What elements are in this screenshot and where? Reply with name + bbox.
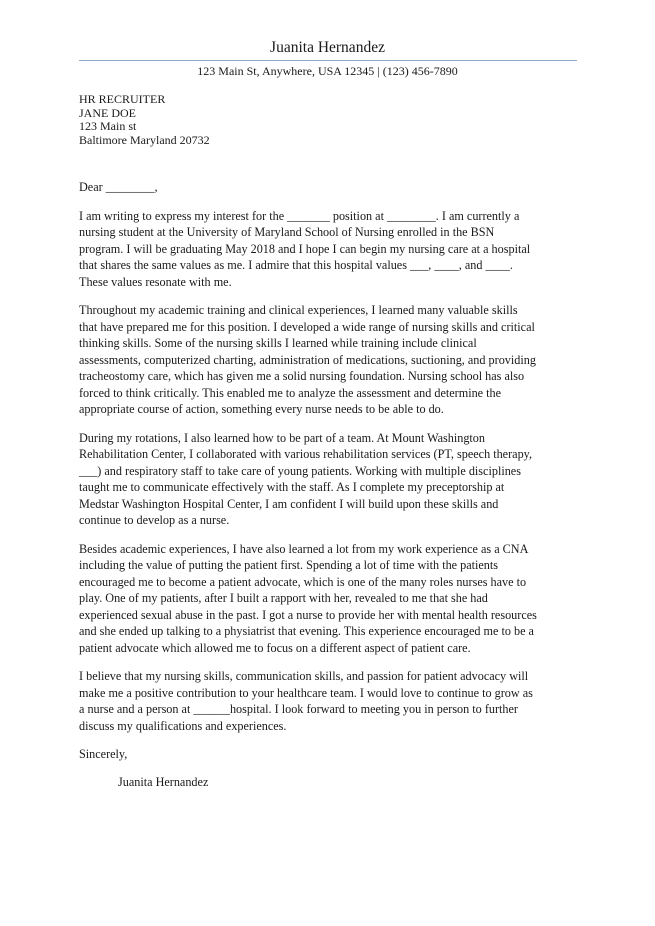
paragraph-line: continue to develop as a nurse. (79, 513, 230, 527)
paragraph-line: assessments, computerized charting, administration of medications, suctioning, and providing (79, 352, 536, 367)
recipient-line: JANE DOE (79, 105, 136, 120)
paragraph-line: I believe that my nursing skills, communication skills, and passion for patient advocacy will (79, 669, 529, 683)
paragraph-line: that shares the same values as me. I admire that this hospital values ___, ____, and ____. (79, 258, 513, 272)
letter-body (79, 93, 579, 790)
paragraph-line: ___) and respiratory staff to take care of young patients. Working with multiple disciplines (79, 463, 521, 478)
paragraph-line: encouraged me to become a patient advocate, which is one of the many roles nurses have to (79, 574, 527, 589)
paragraph-line: that have prepared me for this position. I developed a wide range of nursing skills and critical (79, 319, 535, 334)
sender-name: Juanita Hernandez (270, 39, 385, 56)
paragraph-line: Medstar Washington Hospital Center, I am confident I will build upon these skills and (79, 496, 499, 511)
header-divider (79, 60, 577, 61)
recipient-line: 123 Main st (79, 119, 137, 133)
paragraph-line: nursing student at the University of Maryland School of Nursing enrolled in the BSN (79, 225, 495, 239)
recipient-address (79, 93, 579, 147)
paragraph-line: Rehabilitation Center, I collaborated with various rehabilitation services (PT, speech therapy, (79, 447, 533, 461)
paragraph-line: Besides academic experiences, I have also learned a lot from my work experience as a CNA (79, 541, 529, 556)
paragraph-5 (79, 668, 579, 734)
recipient-line: Baltimore Maryland 20732 (79, 132, 210, 147)
recipient-line: HR RECRUITER (79, 92, 166, 106)
paragraph-line: experienced sexual abuse in the past. I got a nurse to provide her with mental health resources (79, 607, 537, 622)
closing: Sincerely, (79, 747, 128, 761)
paragraph-line: discuss my qualifications and experiences. (79, 718, 287, 733)
signature: Juanita Hernandez (118, 774, 209, 789)
paragraph-line: a nurse and a person at ______hospital. I look forward to meeting you in person to further (79, 702, 518, 716)
paragraph-line: forced to think critically. This enabled me to analyze the assessment and determine the (79, 385, 502, 400)
sender-contact: 123 Main St, Anywhere, USA 12345 | (123) 456-7890 (197, 64, 458, 78)
paragraph-line: These values resonate with me. (79, 274, 232, 289)
paragraph-line: Throughout my academic training and clinical experiences, I learned many valuable skills (79, 303, 518, 317)
paragraph-line: thinking skills. Some of the nursing skills I learned while training include clinical (79, 336, 477, 350)
paragraph-line: make me a positive contribution to your healthcare team. I would love to continue to grow as (79, 685, 533, 700)
paragraph-3 (79, 430, 579, 529)
paragraph-line: During my rotations, I also learned how to be part of a team. At Mount Washington (79, 430, 485, 445)
paragraph-line: I am writing to express my interest for the _______ position at ________. I am currently a (79, 208, 520, 223)
paragraph-1 (79, 208, 579, 291)
paragraph-4 (79, 541, 579, 657)
paragraph-2 (79, 302, 579, 418)
paragraph-line: and she ended up talking to a physiatrist that evening. This experience encouraged me to be a (79, 624, 534, 638)
paragraph-line: patient advocate which allowed me to focus on a different aspect of patient care. (79, 640, 471, 655)
paragraph-line: tracheostomy care, which has given me a solid nursing foundation. Nursing school has also (79, 369, 525, 383)
paragraph-line: including the value of putting the patient first. Spending a lot of time with the patients (79, 558, 499, 572)
paragraph-line: program. I will be graduating May 2018 and I hope I can begin my nursing care at a hospital (79, 241, 531, 256)
paragraph-line: taught me to communicate effectively with the staff. As I complete my preceptorship at (79, 480, 505, 494)
paragraph-line: appropriate course of action, something every nurse needs to be able to do. (79, 402, 444, 416)
paragraph-line: play. One of my patients, after I built a rapport with her, revealed to me that she had (79, 591, 488, 605)
salutation: Dear ________, (79, 180, 158, 194)
